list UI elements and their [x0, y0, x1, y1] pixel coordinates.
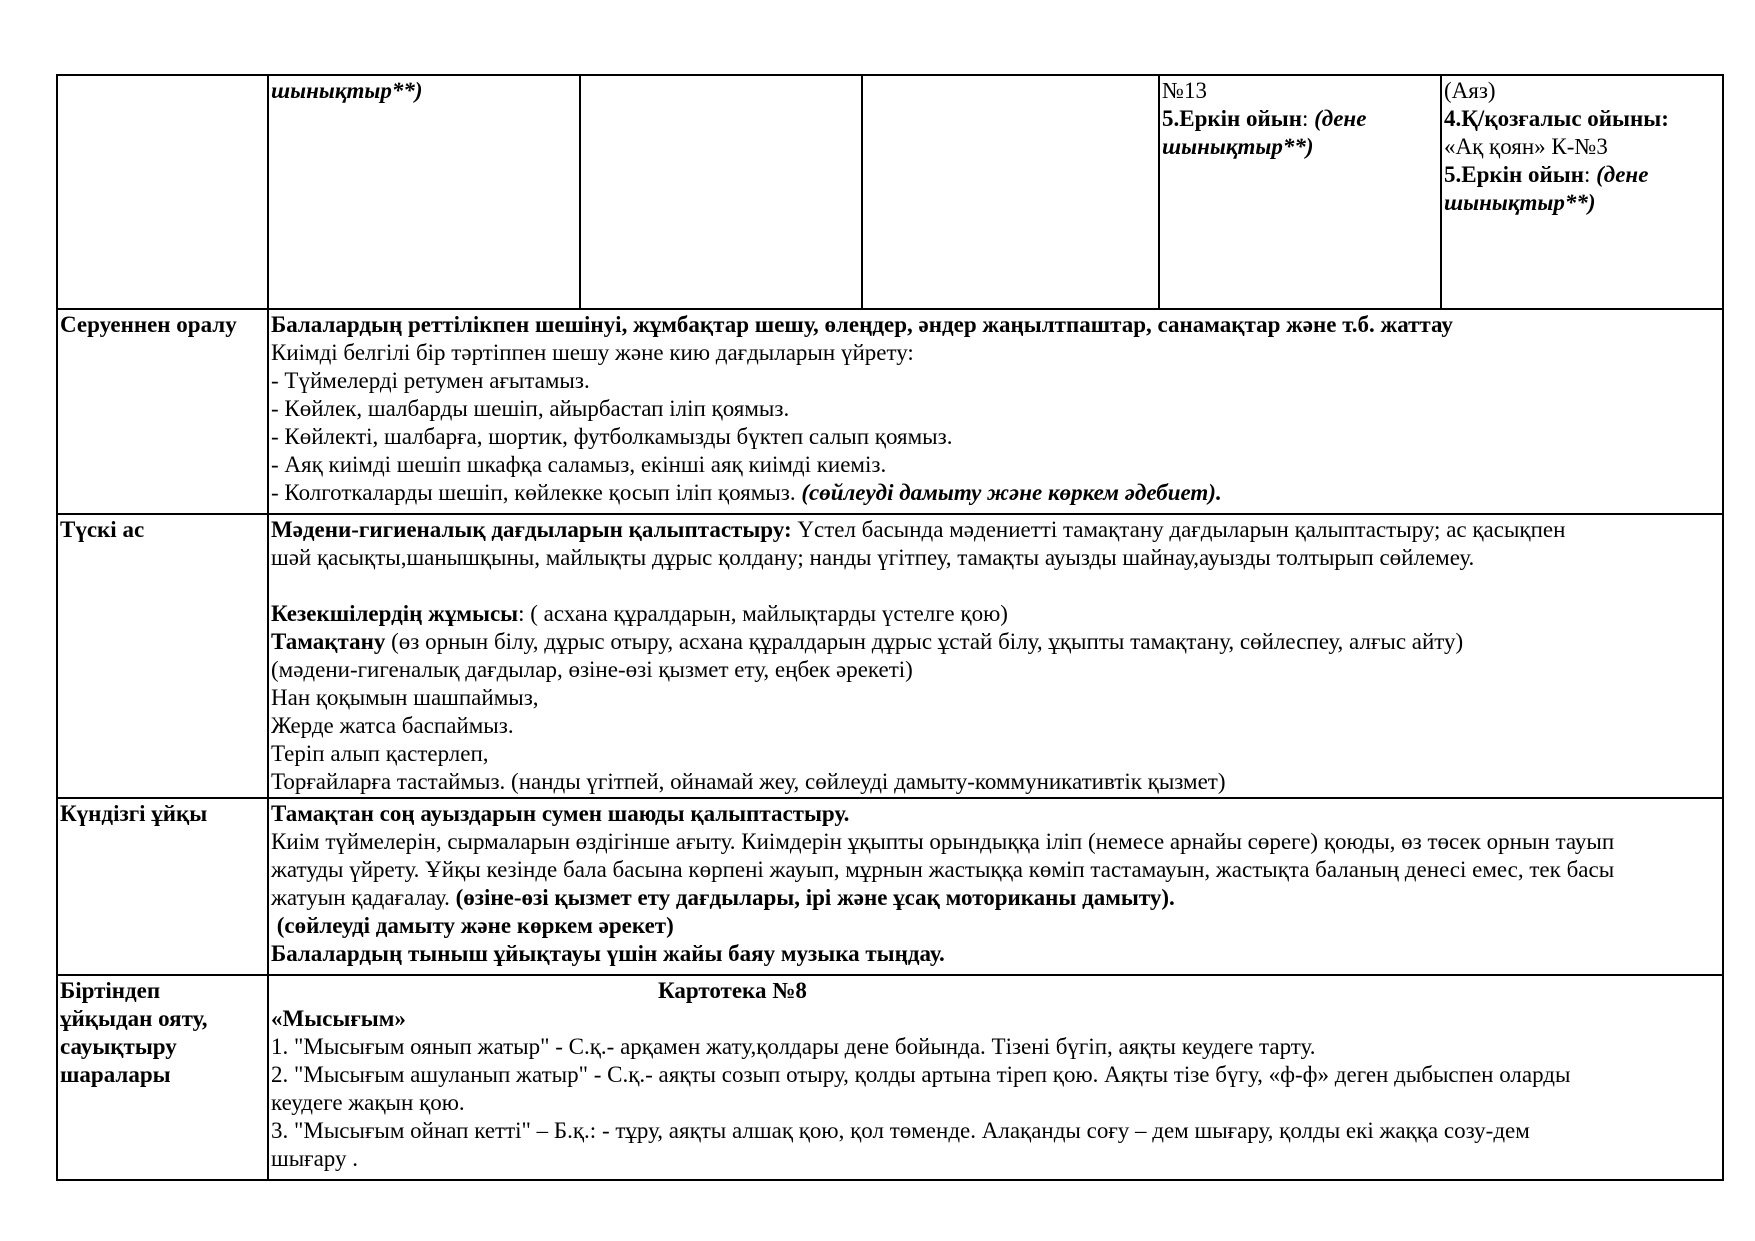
text-line: жатуды үйрету. Ұйқы кезінде бала басына көрпені жауып, мұрнын жастыққа көміп тастамауын, жастықта баланың денесі емес, тек басы — [271, 857, 1615, 882]
text-line: Балалардың тыныш ұйықтауы үшін жайы баяу музыка тыңдау. — [271, 941, 945, 966]
cell-text: (Аяз) — [1444, 78, 1496, 103]
row1-label-cell — [57, 75, 268, 309]
cell-text: шынықтыр**) — [271, 78, 423, 103]
cell-text: шынықтыр**) — [1162, 134, 1314, 159]
daily-plan-table — [56, 74, 1724, 1181]
text-line: Мәдени-гигиеналық дағдыларын қалыптастыру: Үстел басында мәдениетті тамақтану дағдыларын қалыптастыру; ас қасықпен — [271, 517, 1566, 542]
row1-day1-cell — [268, 75, 580, 309]
table-row — [57, 798, 1723, 975]
cell-text: №13 — [1162, 78, 1207, 103]
list-item: - Колготкаларды шешіп, көйлекке қосып іліп қоямыз. (сөйлеуді дамыту және көркем әдебиет). — [271, 480, 1222, 505]
table-row — [57, 75, 1723, 309]
label-line: сауықтыру — [60, 1034, 177, 1059]
table-row — [57, 514, 1723, 798]
row-label — [57, 975, 268, 1180]
row-content — [268, 309, 1723, 514]
list-item: - Аяқ киімді шешіп шкафқа саламыз, екінші аяқ киімді киеміз. — [271, 452, 887, 477]
row-heading: Балалардың реттілікпен шешінуі, жұмбақтар шешу, өлеңдер, әндер жаңылтпаштар, санамақтар және т.б. жаттау — [271, 312, 1453, 337]
text-line: Киімді белгілі бір тәртіппен шешу және кию дағдыларын үйрету: — [271, 340, 914, 365]
row-label: Түскі ас — [57, 514, 268, 798]
poem-line: Нан қоқымын шашпаймыз, — [271, 685, 539, 710]
list-item: - Түймелерді ретумен ағытамыз. — [271, 368, 590, 393]
row1-day2-cell — [580, 75, 862, 309]
cell-text: 4.Қ/қозғалыс ойыны: — [1444, 106, 1669, 131]
cell-text: «Ақ қоян» К-№3 — [1444, 134, 1608, 159]
text-line: Киім түймелерін, сырмаларын өздігінше ағыту. Киімдерін ұқыпты орындыққа іліп (немесе арнайы сөреге) қоюды, өз төсек орнын тауып — [271, 829, 1615, 854]
row-content — [268, 975, 1723, 1180]
label-line: ұйқыдан ояту, — [60, 1006, 208, 1031]
poem-line: Жерде жатса баспаймыз. — [271, 713, 514, 738]
row-content — [268, 514, 1723, 798]
exercise-item: шығару . — [271, 1146, 359, 1171]
label-line: Біртіндеп — [60, 978, 161, 1003]
table-row — [57, 975, 1723, 1180]
list-item: - Көйлекті, шалбарға, шортик, футболкамызды бүктеп салып қоямыз. — [271, 424, 953, 449]
table-row — [57, 309, 1723, 514]
row1-day3-cell — [862, 75, 1159, 309]
text-line: Тамақтану (өз орнын білу, дұрыс отыру, асхана құралдарын дұрыс ұстай білу, ұқыпты тамақтану, сөйлеспеу, алғыс айту) — [271, 629, 1464, 654]
row-label: Күндізгі ұйқы — [57, 798, 268, 975]
card-title: Картотека №8 — [658, 978, 807, 1003]
text-line: Кезекшілердің жұмысы: ( асхана құралдарын, майлықтарды үстелге қою) — [271, 601, 1008, 626]
text-line: Тамақтан соң ауыздарын сумен шаюды қалыптастыру. — [271, 801, 850, 826]
list-item: - Көйлек, шалбарды шешіп, айырбастап іліп қоямыз. — [271, 396, 790, 421]
card-subtitle: «Мысығым» — [271, 1006, 406, 1031]
label-line: шаралары — [60, 1062, 171, 1087]
exercise-item: 1. "Мысығым оянып жатыр" - С.қ.- арқамен жату,қолдары дене бойында. Тізені бүгіп, аяқты кеудеге тарту. — [271, 1034, 1316, 1059]
poem-line: Торғайларға тастаймыз. (нанды үгітпей, ойнамай жеу, сөйлеуді дамыту-коммуникативтік қызмет) — [271, 769, 1226, 794]
exercise-item: 2. "Мысығым ашуланып жатыр" - С.қ.- аяқты созып отыру, қолды артына тіреп қою. Аяқты тізе бүгу, «ф-ф» деген дыбыспен оларды — [271, 1062, 1571, 1087]
text-line: жатуын қадағалау. (өзіне-өзі қызмет ету дағдылары, ірі және ұсақ моториканы дамыту). — [271, 885, 1175, 910]
row1-day5-cell — [1441, 75, 1723, 309]
row1-day4-cell — [1159, 75, 1441, 309]
exercise-item: 3. "Мысығым ойнап кетті" – Б.қ.: - тұру, аяқты алшақ қою, қол төменде. Алақанды соғу – дем шығару, қолды екі жаққа созу-дем — [271, 1118, 1530, 1143]
free-play-line: 5.Еркін ойын: (дене — [1444, 162, 1649, 187]
cell-text: шынықтыр**) — [1444, 190, 1596, 215]
text-line: (мәдени-гигеналық дағдылар, өзіне-өзі қызмет ету, еңбек әрекеті) — [271, 657, 913, 682]
row-label: Серуеннен оралу — [57, 309, 268, 514]
spacer — [271, 572, 1720, 600]
poem-line: Теріп алып қастерлеп, — [271, 741, 489, 766]
exercise-item: кеудеге жақын қою. — [271, 1090, 465, 1115]
text-line: шәй қасықты,шанышқыны, майлықты дұрыс қолдану; нанды үгітпеу, тамақты ауызды шайнау,ауызды толтырып сөйлемеу. — [271, 545, 1475, 570]
text-line: (сөйлеуді дамыту және көркем әрекет) — [271, 913, 674, 938]
free-play-line: 5.Еркін ойын: (дене — [1162, 106, 1367, 131]
row-content — [268, 798, 1723, 975]
